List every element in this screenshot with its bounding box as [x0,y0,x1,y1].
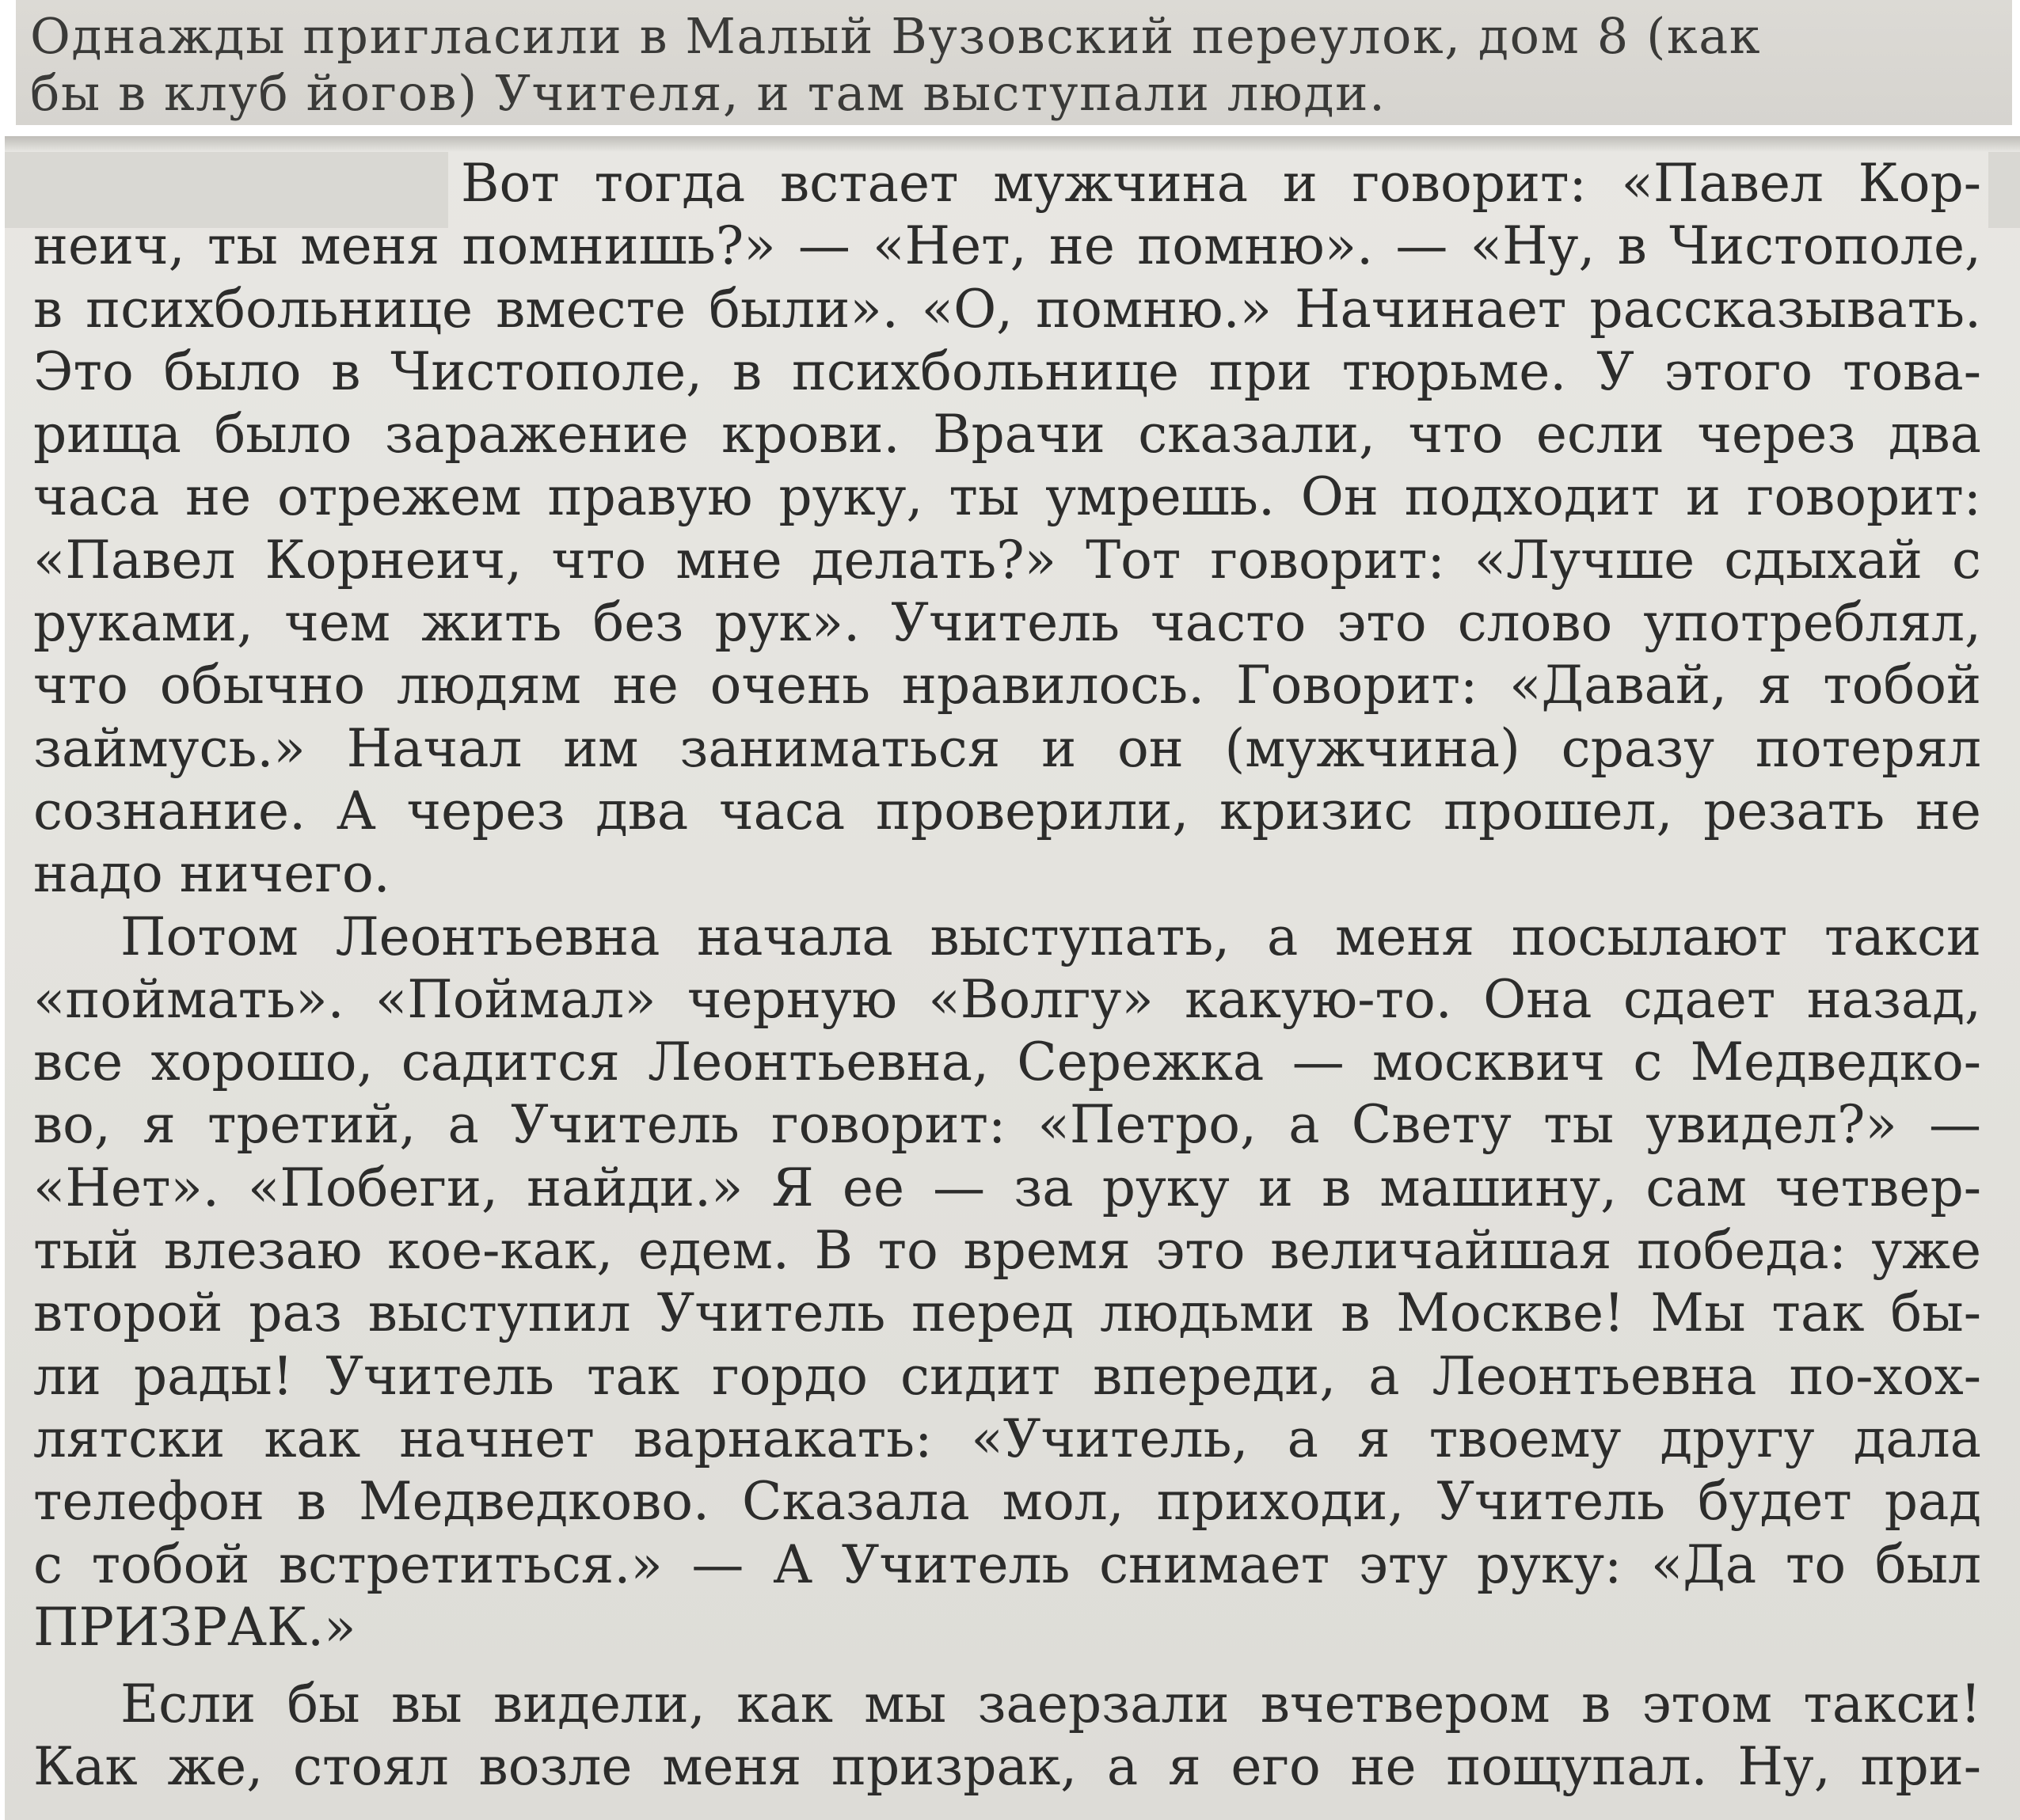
text-line: «поймать». «Поймал» черную «Волгу» какую-то. Она сдает назад, [33,968,1981,1030]
text-line: во, я третий, а Учитель говорит: «Петро, а Свету ты увидел?» — [33,1094,1981,1156]
text-line: неич, ты меня помнишь?» — «Нет, не помню». — «Ну, в Чистополе, [33,215,1981,277]
text-line: Если бы вы видели, как мы заерзали вчетвером в этом такси! [120,1674,1981,1735]
strip-line: Однажды пригласили в Малый Вузовский переулок, дом 8 (как [30,7,1762,65]
text-line: в психбольнице вместе были». «О, помню.» Начинает рассказывать. [33,278,1981,340]
text-line: займусь.» Начал им заниматься и он (мужчина) сразу потерял [33,717,1981,779]
text-line: ли рады! Учитель так гордо сидит впереди, а Леонтьевна по-хох- [33,1345,1981,1407]
text-line: телефон в Медведково. Сказала мол, приходи, Учитель будет рад [33,1471,1981,1533]
text-line: тый влезаю кое-как, едем. В то время это величайшая победа: уже [33,1220,1981,1282]
text-line: «Нет». «Побеги, найди.» Я ее — за руку и в машину, сам четвер- [33,1157,1981,1218]
text-line: Это было в Чистополе, в психбольнице при тюрьме. У этого това- [33,340,1981,402]
text-line: рища было заражение крови. Врачи сказали, что если через два [33,404,1981,465]
header-text-strip [16,0,2012,125]
text-line: ПРИЗРАК.» [33,1596,356,1658]
page-text [33,152,1981,1799]
text-line: Потом Леонтьевна начала выступать, а меня посылают такси [120,906,1981,967]
cut-off-line [5,136,2020,152]
text-line: Как же, стоял возле меня призрак, а я его не пощупал. Ну, при- [33,1736,1981,1798]
text-line: часа не отрежем правую руку, ты умрешь. Он подходит и говорит: [33,466,1981,528]
text-line: второй раз выступил Учитель перед людьми в Москве! Мы так бы- [33,1282,1981,1344]
text-line: «Павел Корнеич, что мне делать?» Тот говорит: «Лучше сдыхай с [33,529,1981,591]
text-line: сознание. А через два часа проверили, кризис прошел, резать не [33,780,1981,842]
book-page-photo [5,136,2020,1820]
text-line: руками, чем жить без рук». Учитель часто это слово употреблял, [33,592,1981,654]
blurred-margin [1988,152,2020,228]
text-line: надо ничего. [33,843,390,905]
text-line: лятски как начнет варнакать: «Учитель, а я твоему другу дала [33,1408,1981,1469]
paragraph-gap [33,1659,1981,1673]
text-line: с тобой встретиться.» — А Учитель снимает эту руку: «Да то был [33,1533,1981,1595]
text-line: Вот тогда встает мужчина и говорит: «Павел Кор- [461,153,1981,214]
text-line: что обычно людям не очень нравилось. Говорит: «Давай, я тобой [33,655,1981,716]
strip-line: бы в клуб йогов) Учителя, и там выступали люди. [30,64,1387,122]
text-line: все хорошо, садится Леонтьевна, Сережка — москвич с Медведко- [33,1032,1981,1093]
